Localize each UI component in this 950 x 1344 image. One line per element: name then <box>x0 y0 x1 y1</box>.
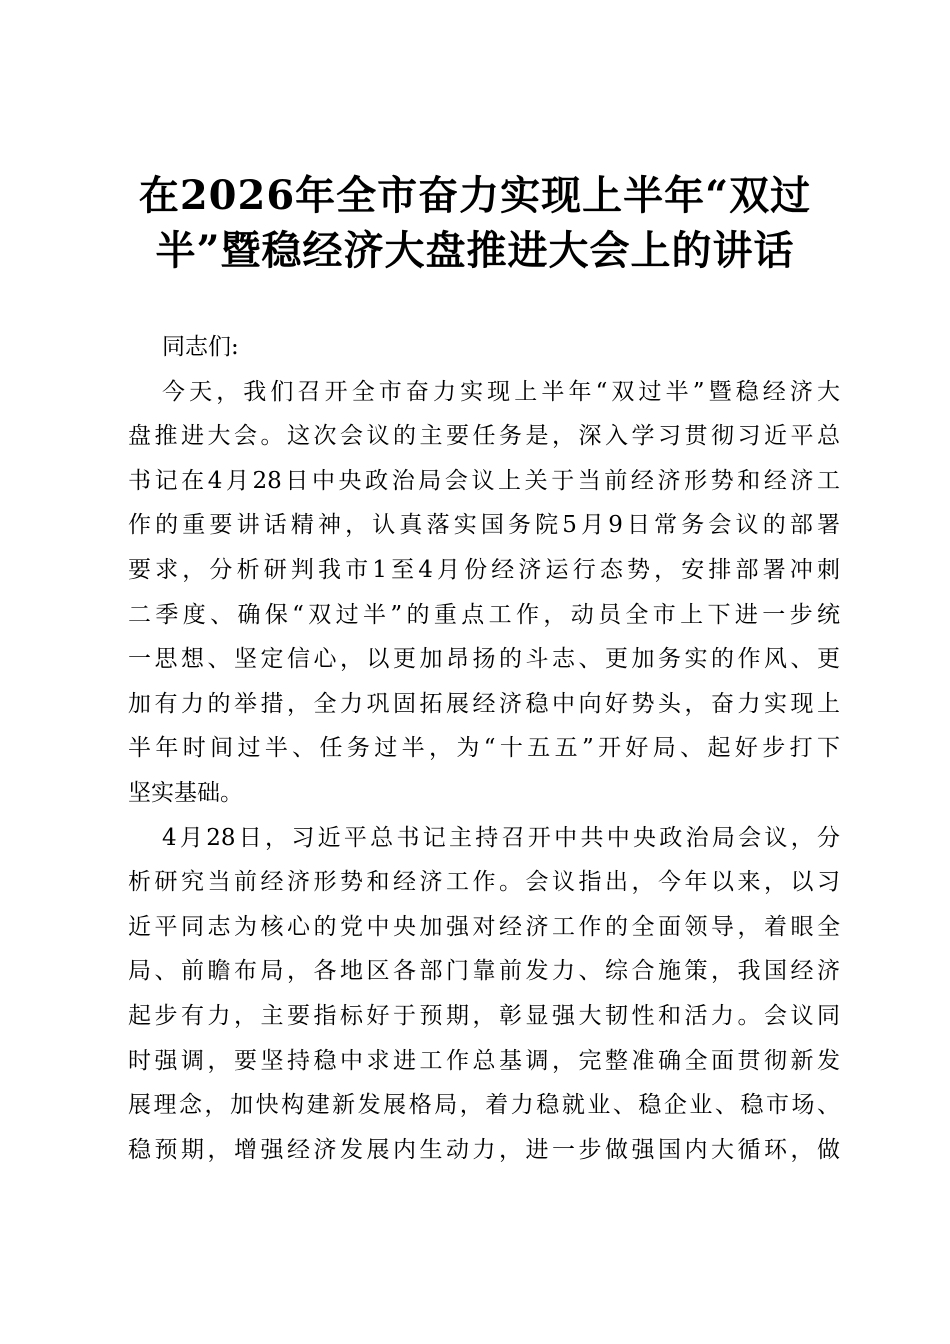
paragraph-line: 近平同志为核心的党中央加强对经济工作的全面领导，着眼全 <box>128 913 840 940</box>
paragraph-line: 坚实基础。 <box>128 779 243 806</box>
paragraph-line: 时强调，要坚持稳中求进工作总基调，完整准确全面贯彻新发 <box>128 1047 840 1074</box>
paragraph-line: 局、前瞻布局，各地区各部门靠前发力、综合施策，我国经济 <box>128 958 840 985</box>
paragraph-2 <box>128 816 840 1173</box>
document-title <box>110 168 840 278</box>
paragraph-line: 要求，分析研判我市1至4月份经济运行态势，安排部署冲刺 <box>128 556 840 583</box>
paragraph-line: 书记在4月28日中央政治局会议上关于当前经济形势和经济工 <box>128 467 840 494</box>
paragraph-line: 起步有力，主要指标好于预期，彰显强大韧性和活力。会议同 <box>128 1002 840 1029</box>
salutation: 同志们: <box>162 334 239 360</box>
paragraph-line: 作的重要讲话精神，认真落实国务院5月9日常务会议的部署 <box>128 512 840 539</box>
title-line-2: 半”暨稳经济大盘推进大会上的讲话 <box>155 227 795 274</box>
paragraph-line: 今天，我们召开全市奋力实现上半年“双过半”暨稳经济大 <box>162 378 840 405</box>
paragraph-line: 4月28日，习近平总书记主持召开中共中央政治局会议，分 <box>162 824 840 851</box>
paragraph-line: 析研究当前经济形势和经济工作。会议指出，今年以来，以习 <box>128 869 840 896</box>
paragraph-line: 一思想、坚定信心，以更加昂扬的斗志、更加务实的作风、更 <box>128 646 840 673</box>
paragraph-line: 展理念，加快构建新发展格局，着力稳就业、稳企业、稳市场、 <box>128 1092 840 1119</box>
paragraph-line: 二季度、确保“双过半”的重点工作，动员全市上下进一步统 <box>128 601 840 628</box>
paragraph-line: 稳预期，增强经济发展内生动力，进一步做强国内大循环，做 <box>128 1136 840 1163</box>
document-body <box>128 325 840 1172</box>
paragraph-line: 加有力的举措，全力巩固拓展经济稳中向好势头，奋力实现上 <box>128 690 840 717</box>
paragraph-1 <box>128 370 840 816</box>
paragraph-line: 盘推进大会。这次会议的主要任务是，深入学习贯彻习近平总 <box>128 423 840 450</box>
paragraph-line: 半年时间过半、任务过半，为“十五五”开好局、起好步打下 <box>128 735 840 762</box>
title-line-1: 在2026年全市奋力实现上半年“双过 <box>138 172 812 219</box>
